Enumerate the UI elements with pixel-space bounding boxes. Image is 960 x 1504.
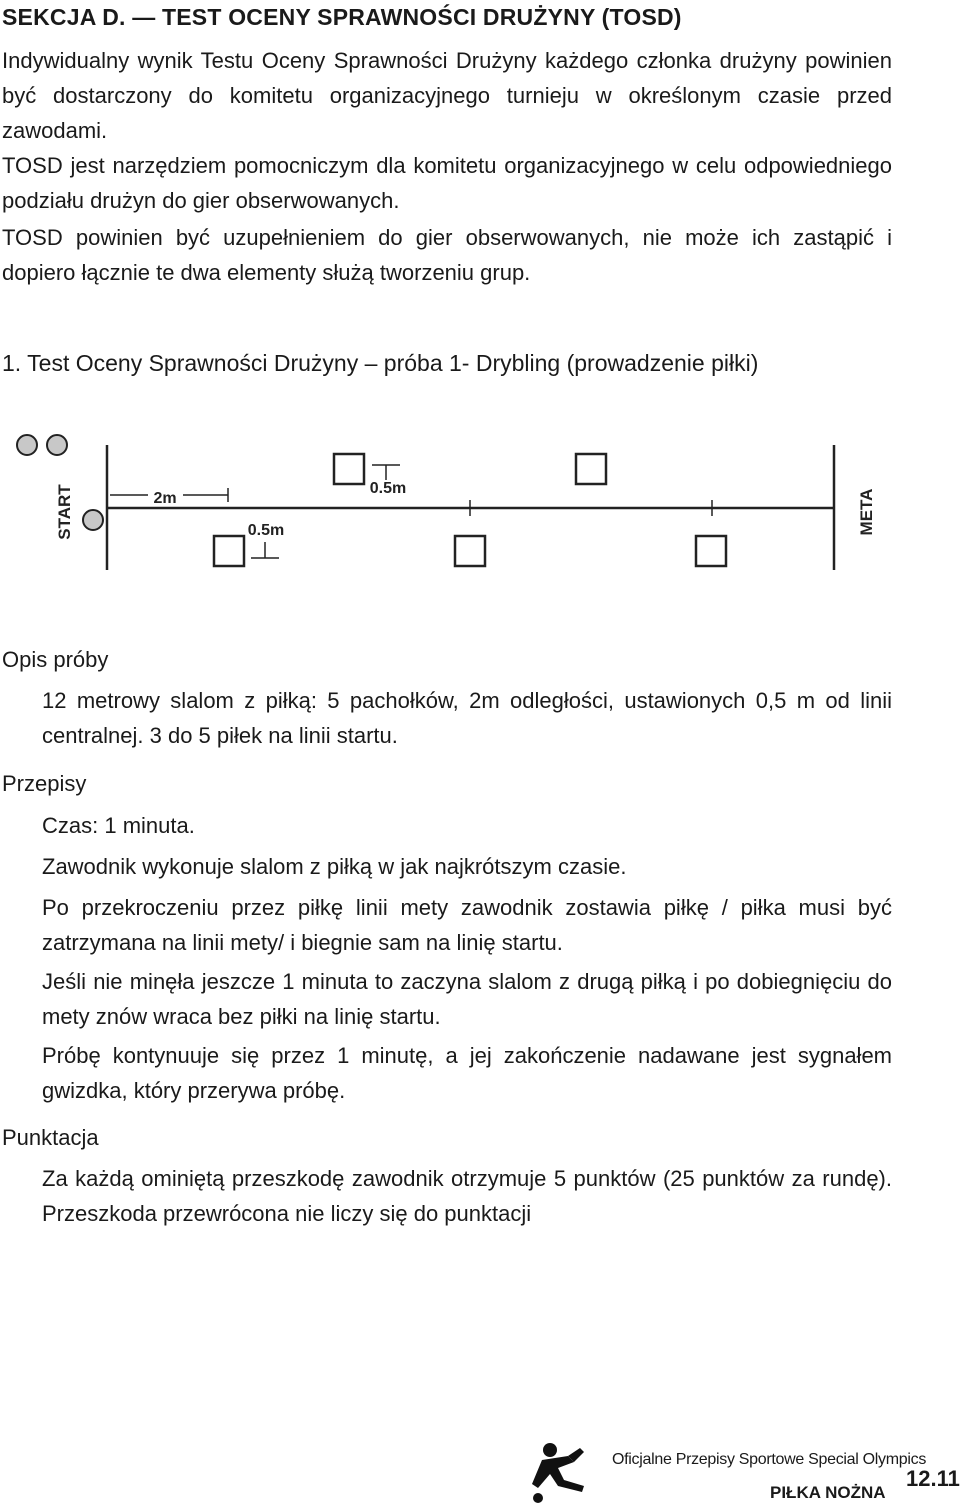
description-text: 12 metrowy slalom z piłką: 5 pachołków, 2m odległości, ustawionych 0,5 m od linii centralnej. 3 do 5 piłek na linii startu. [42,688,892,748]
rule-item: Po przekroczeniu przez piłkę linii mety zawodnik zostawia piłkę / piłka musi być zatrzymana na linii mety/ i biegnie sam na linię startu. [42,895,892,955]
start-label: START [55,484,74,540]
section-title: SEKCJA D. — TEST OCENY SPRAWNOŚCI DRUŻYNY (TOSD) [2,4,682,30]
page-number: 12.11 [906,1466,960,1491]
cone-marker [214,536,244,566]
ball-icon [17,435,37,455]
intro-paragraph-3: TOSD powinien być uzupełnieniem do gier obserwowanych, nie może ich zastąpić i dopiero łącznie te dwa elementy służą tworzeniu grup. [2,225,892,285]
footer-sport: PIŁKA NOŻNA [770,1483,886,1502]
dribbling-course-diagram [0,420,960,590]
footer-title: Oficjalne Przepisy Sportowe Special Olympics [612,1451,927,1468]
rule-item: Czas: 1 minuta. [42,813,195,838]
cone-marker [696,536,726,566]
test-heading: 1. Test Oceny Sprawności Drużyny – próba 1- Drybling (prowadzenie piłki) [2,350,759,376]
offset-label-bottom: 0.5m [247,522,285,539]
cone-marker [576,454,606,484]
ball-icon [47,435,67,455]
rule-item: Próbę kontynuuje się przez 1 minutę, a jej zakończenie nadawane jest sygnałem gwizdka, który przerywa próbę. [42,1043,892,1103]
spacing-label: 2m [153,490,177,507]
intro-paragraph-2: TOSD jest narzędziem pomocniczym dla komitetu organizacyjnego w celu odpowiedniego podziału drużyn do gier obserwowanych. [2,153,892,213]
offset-label-top: 0.5m [369,480,407,497]
scoring-label: Punktacja [2,1125,99,1150]
cone-marker [455,536,485,566]
rule-item: Zawodnik wykonuje slalom z piłką w jak najkrótszym czasie. [42,854,627,879]
rules-label: Przepisy [2,771,87,796]
soccer-player-icon [528,1440,600,1504]
intro-paragraph-1: Indywidualny wynik Testu Oceny Sprawności Drużyny każdego członka drużyny powinien być dostarczony do komitetu organizacyjnego turnieju w określonym czasie przed zawodami. [2,48,892,143]
finish-label: META [857,488,876,536]
ball-icon [83,510,103,530]
description-label: Opis próby [2,647,109,672]
rule-item: Jeśli nie minęła jeszcze 1 minuta to zaczyna slalom z drugą piłką i po dobiegnięciu do mety znów wraca bez piłki na linię startu. [42,969,892,1029]
cone-marker [334,454,364,484]
scoring-text: Za każdą ominiętą przeszkodę zawodnik otrzymuje 5 punktów (25 punktów za rundę). Przeszkoda przewrócona nie liczy się do punktacji [42,1166,892,1226]
